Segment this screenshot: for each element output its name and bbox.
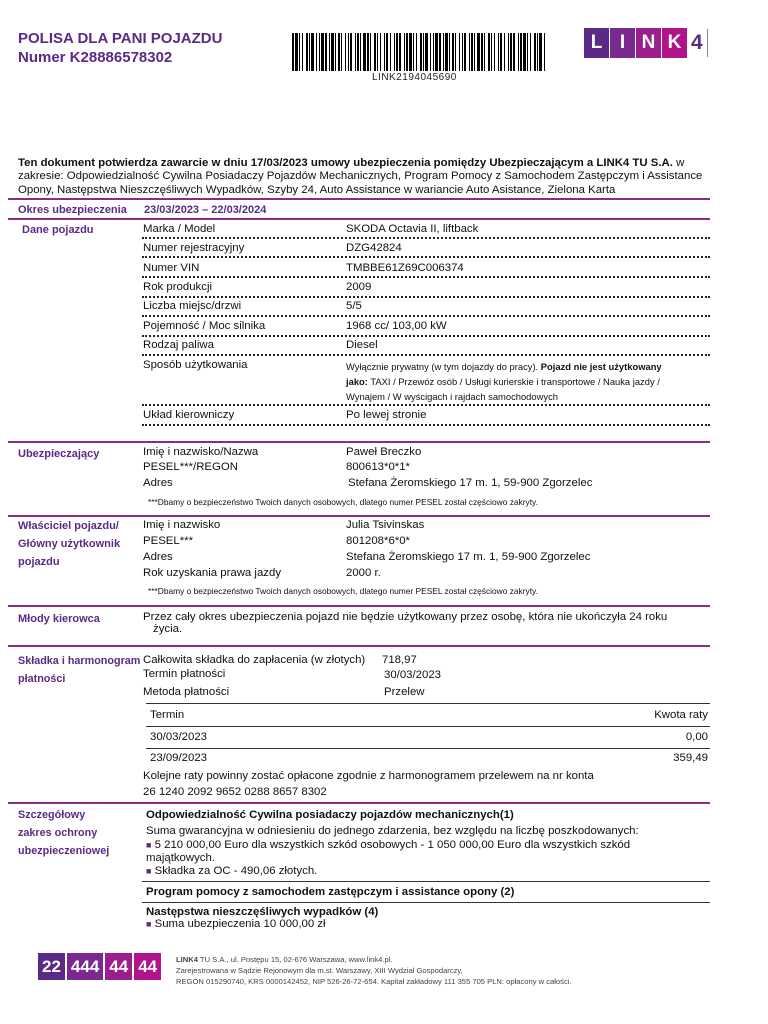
- barcode-bar: [348, 33, 349, 71]
- col-term-header: Termin: [150, 709, 185, 721]
- dotted-separator: [142, 354, 710, 356]
- barcode-bar: [404, 33, 405, 71]
- scope-label-line: Szczegółowy: [18, 809, 86, 821]
- dotted-separator: [142, 404, 710, 406]
- dotted-separator: [142, 335, 710, 337]
- divider: [8, 802, 710, 804]
- hotline-part: 22: [38, 953, 65, 980]
- vehicle-key: Liczba miejsc/drzwi: [143, 300, 242, 312]
- bullet-icon: ■: [146, 840, 152, 850]
- barcode-bar: [471, 33, 473, 71]
- barcode-bar: [306, 33, 308, 71]
- vehicle-value: 1968 cc/ 103,00 kW: [346, 320, 447, 332]
- oc-bullet-text: 5 210 000,00 Euro dla wszystkich szkód osobowych - 1 050 000,00 Euro dla wszystkich szkód: [154, 839, 631, 851]
- insurer-key: Imię i nazwisko/Nazwa: [143, 446, 259, 458]
- usage-value: [346, 359, 706, 404]
- usage-text: Wyłącznie prywatny (w tym dojazdy do pracy).: [346, 361, 541, 372]
- vehicle-value: Diesel: [346, 339, 378, 351]
- table-rule: [146, 726, 710, 727]
- barcode-bar: [309, 33, 310, 71]
- barcode-bar: [370, 33, 371, 71]
- barcode-bar: [355, 33, 356, 71]
- divider: [8, 198, 710, 200]
- policy-title: POLISA DLA PANI POJAZDU: [18, 30, 223, 47]
- barcode-bar: [329, 33, 330, 71]
- company-registry: Zarejestrowana w Sądzie Rejonowym dla m.st. Warszawy, XIII Wydział Gospodarczy,: [176, 966, 463, 975]
- owner-value: Julia Tsivinskas: [346, 519, 425, 531]
- barcode-bar: [537, 33, 538, 71]
- insurer-value: 800613*0*1*: [346, 461, 410, 473]
- usage-text: TAXI / Przewóz osób / Usługi kurierskie i transportowe / Nauka jazdy /: [367, 376, 660, 387]
- barcode-bar: [439, 33, 441, 71]
- barcode-bar: [319, 33, 320, 71]
- barcode-bar: [498, 33, 499, 71]
- divider: [8, 645, 710, 647]
- oc-bullet-text: Składka za OC - 490,06 złotych.: [154, 865, 318, 877]
- barcode-bar: [435, 33, 438, 71]
- barcode-bar: [384, 33, 385, 71]
- total-key: Całkowita składka do zapłacenia (w złotych): [143, 654, 366, 666]
- owner-label-line: pojazdu: [18, 556, 60, 568]
- young-driver-text: [143, 611, 667, 635]
- barcode-bar: [484, 33, 485, 71]
- barcode-bar: [394, 33, 395, 71]
- vehicle-key: Pojemność / Moc silnika: [143, 320, 266, 332]
- installment-amount: 359,49: [673, 752, 708, 764]
- term-value: 30/03/2023: [384, 669, 442, 681]
- barcode-bar: [396, 33, 398, 71]
- owner-value: Stefana Żeromskiego 17 m. 1, 59-900 Zgorzelec: [346, 551, 591, 563]
- barcode-bar: [399, 33, 401, 71]
- okres-value: 23/03/2023 – 22/03/2024: [144, 204, 267, 216]
- scope-label: [18, 806, 109, 860]
- barcode-bar: [430, 33, 431, 71]
- barcode-bar: [350, 33, 352, 71]
- dotted-separator: [142, 424, 710, 426]
- insurer-label: Ubezpieczający: [18, 448, 100, 460]
- owner-key: PESEL***: [143, 535, 194, 547]
- pesel-note: ***Dbamy o bezpieczeństwo Twoich danych osobowych, dlatego numer PESEL został częściowo zakryty.: [148, 497, 538, 507]
- barcode-bar: [462, 33, 463, 71]
- barcode-bar: [316, 33, 317, 71]
- logo-divider: [707, 29, 708, 57]
- barcode-bar: [386, 33, 388, 71]
- nnw-title: Następstwa nieszczęśliwych wypadków (4): [146, 906, 379, 918]
- company-address: TU S.A., ul. Postępu 15, 02-676 Warszawa, www.link4.pl.: [197, 955, 393, 964]
- account-number: 26 1240 2092 9652 0288 8657 8302: [143, 786, 327, 798]
- method-key: Metoda płatności: [143, 686, 230, 698]
- barcode-bar: [302, 33, 303, 71]
- vehicle-key: Marka / Model: [143, 223, 216, 235]
- pesel-note: ***Dbamy o bezpieczeństwo Twoich danych osobowych, dlatego numer PESEL został częściowo zakryty.: [148, 586, 538, 596]
- vehicle-key: Rok produkcji: [143, 281, 213, 293]
- barcode-bar: [469, 33, 470, 71]
- method-value: Przelew: [384, 686, 425, 698]
- insurer-value: Stefana Żeromskiego 17 m. 1, 59-900 Zgorzelec: [348, 477, 593, 489]
- vehicle-key: Numer VIN: [143, 262, 200, 274]
- owner-label: [18, 517, 120, 571]
- company-ids: REGON 015290740, KRS 0000142452, NIP 526-26-72-654. Kapitał zakładowy 111 355 705 PLN: opłacony w całości.: [176, 977, 572, 986]
- owner-key: Imię i nazwisko: [143, 519, 221, 531]
- steering-value: Po lewej stronie: [346, 409, 427, 421]
- dotted-separator: [142, 256, 710, 258]
- hotline-part: 444: [67, 953, 103, 980]
- barcode-bar: [363, 33, 366, 71]
- barcode-bar: [374, 33, 376, 71]
- intro-rest: w zakresie: Odpowiedzialność Cywilna Posiadaczy Pojazdów Mechanicznych, Program Pomocy z Samochodem Zastępczym i Assistance Opony, Następstwa Nieszczęśliwych Wypadków, Szyby 24, Auto Assistance w wariancie Auto Asistance, Zielona Karta: [18, 157, 703, 196]
- barcode-bar: [321, 33, 324, 71]
- barcode-bar: [508, 33, 509, 71]
- vehicle-value: SKODA Octavia II, liftback: [346, 223, 479, 235]
- barcode-bar: [338, 33, 340, 71]
- premium-label-line: Składka i harmonogram: [18, 655, 141, 667]
- col-amount-header: Kwota raty: [654, 709, 708, 721]
- total-value: 718,97: [382, 654, 417, 666]
- barcode-bar: [360, 33, 361, 71]
- barcode-bar: [500, 33, 502, 71]
- barcode-bar: [425, 33, 428, 71]
- owner-value: 801208*6*0*: [346, 535, 410, 547]
- barcode-bar: [299, 33, 300, 71]
- hotline-part: 44: [105, 953, 132, 980]
- barcode-bar: [413, 33, 414, 71]
- barcode-bar: [409, 33, 412, 71]
- transfer-note: Kolejne raty powinny zostać opłacone zgodnie z harmonogramem przelewem na nr konta: [143, 770, 594, 782]
- young-driver-label: Młody kierowca: [18, 613, 100, 625]
- usage-bold: jako:: [346, 376, 368, 387]
- barcode-bar: [445, 33, 448, 71]
- company-name: LINK4: [176, 955, 198, 964]
- vehicle-key: Rodzaj paliwa: [143, 339, 214, 351]
- vehicle-key: Numer rejestracyjny: [143, 242, 245, 254]
- vehicle-value: 5/5: [346, 300, 362, 312]
- barcode-bar: [406, 33, 408, 71]
- barcode-bar: [530, 33, 531, 71]
- okres-label: Okres ubezpieczenia: [18, 204, 127, 216]
- barcode-bar: [420, 33, 422, 71]
- section-rule: [142, 881, 710, 882]
- barcode-bar: [510, 33, 512, 71]
- logo-letter-l: L: [584, 28, 609, 58]
- barcode-bar: [423, 33, 424, 71]
- intro-bold: Ten dokument potwierdza zawarcie w dniu 17/03/2023 umowy ubezpieczenia pomiędzy Ubezpieczającym a LINK4 TU S.A.: [18, 157, 673, 169]
- hotline-number: [38, 953, 161, 980]
- barcode-bar: [504, 33, 505, 71]
- barcode-bar: [367, 33, 369, 71]
- barcode-bar: [341, 33, 342, 71]
- bullet-icon: ■: [146, 866, 152, 876]
- logo-letter-n: N: [636, 28, 661, 58]
- barcode-bar: [345, 33, 346, 71]
- barcode-bar: [325, 33, 327, 71]
- barcode-text: LINK2194045690: [372, 72, 457, 83]
- installment-amount: 0,00: [685, 731, 708, 743]
- steering-key: Układ kierowniczy: [143, 409, 235, 421]
- logo-digit: 4: [691, 31, 703, 54]
- divider: [8, 441, 710, 443]
- oc-bullet-text: majątkowych.: [146, 852, 216, 864]
- installment-date: 30/03/2023: [150, 731, 208, 743]
- barcode-bar: [518, 33, 519, 71]
- section-rule: [142, 902, 710, 903]
- intro-paragraph: [18, 157, 708, 197]
- company-info: [176, 954, 572, 987]
- barcode-bar: [488, 33, 490, 71]
- barcode-bar: [295, 33, 298, 71]
- table-rule: [146, 703, 710, 704]
- barcode-bar: [357, 33, 359, 71]
- barcode-bar: [494, 33, 495, 71]
- owner-label-line: Właściciel pojazdu/: [18, 520, 119, 532]
- oc-bullet-1: [146, 839, 686, 878]
- assistance-title: Program pomocy z samochodem zastępczym i assistance opony (2): [146, 886, 515, 898]
- installment-date: 23/09/2023: [150, 752, 208, 764]
- barcode-bar: [452, 33, 454, 71]
- table-rule: [146, 748, 710, 749]
- barcode-bar: [416, 33, 417, 71]
- policy-number: Numer K28886578302: [18, 49, 173, 66]
- barcode-bar: [377, 33, 378, 71]
- owner-value: 2000 r.: [346, 567, 381, 579]
- barcode-bar: [491, 33, 492, 71]
- hotline-part: 44: [134, 953, 161, 980]
- barcode-bar: [433, 33, 434, 71]
- barcode-bar: [481, 33, 483, 71]
- nnw-bullet: [146, 918, 326, 930]
- usage-text: Wynajem / W wyścigach i rajdach samochodowych: [346, 391, 558, 402]
- barcode-bar: [455, 33, 456, 71]
- nnw-bullet-text: Suma ubezpieczenia 10 000,00 zł: [154, 918, 326, 930]
- barcode-bar: [464, 33, 466, 71]
- owner-label-line: Główny użytkownik: [18, 538, 121, 550]
- insurer-key: PESEL***/REGON: [143, 461, 238, 473]
- dotted-separator: [142, 276, 710, 278]
- oc-title: Odpowiedzialność Cywilna posiadaczy pojazdów mechanicznych(1): [146, 809, 514, 821]
- bullet-icon: ■: [146, 919, 152, 929]
- barcode-bar: [544, 33, 545, 71]
- young-driver-line: życia.: [153, 623, 183, 635]
- scope-label-line: ubezpieczeniowej: [18, 845, 110, 857]
- dotted-separator: [142, 237, 710, 239]
- barcode-bar: [292, 33, 294, 71]
- barcode-bar: [477, 33, 480, 71]
- barcode-bar: [335, 33, 336, 71]
- barcode-bar: [459, 33, 460, 71]
- term-key: Termin płatności: [143, 668, 226, 680]
- link4-logo: [584, 28, 708, 58]
- young-driver-line: Przez cały okres ubezpieczenia pojazd nie będzie użytkowany przez osobę, która nie ukończyła 24 roku: [143, 611, 668, 623]
- usage-bold: Pojazd nie jest użytkowany: [540, 361, 662, 372]
- barcode-bar: [474, 33, 475, 71]
- barcode-bar: [311, 33, 314, 71]
- insurer-key: Adres: [143, 477, 173, 489]
- dotted-separator: [142, 296, 710, 298]
- barcode-bar: [380, 33, 381, 71]
- owner-key: Adres: [143, 551, 173, 563]
- barcode-bar: [520, 33, 522, 71]
- barcode-bar: [534, 33, 536, 71]
- barcode-bar: [390, 33, 391, 71]
- barcode: [290, 33, 548, 75]
- premium-label: [18, 652, 140, 688]
- barcode-bar: [539, 33, 542, 71]
- divider: [8, 218, 710, 220]
- vehicle-value: DZG42824: [346, 242, 402, 254]
- logo-letter-i: I: [610, 28, 635, 58]
- vehicle-value: 2009: [346, 281, 372, 293]
- usage-key: Sposób użytkowania: [143, 359, 248, 371]
- barcode-bar: [513, 33, 515, 71]
- logo-letter-k: K: [662, 28, 687, 58]
- dotted-separator: [142, 315, 710, 317]
- oc-text: Suma gwarancyjna w odniesieniu do jednego zdarzenia, bez względu na liczbę poszkodowanych:: [146, 825, 639, 837]
- vehicle-label: Dane pojazdu: [22, 224, 94, 236]
- insurer-value: Paweł Breczko: [346, 446, 422, 458]
- barcode-bar: [523, 33, 526, 71]
- barcode-bar: [527, 33, 528, 71]
- vehicle-value: TMBBE61Z69C006374: [346, 262, 464, 274]
- barcode-bar: [449, 33, 450, 71]
- barcode-bar: [443, 33, 444, 71]
- scope-label-line: zakres ochrony: [18, 827, 98, 839]
- barcode-bar: [331, 33, 334, 71]
- premium-label-line: płatności: [18, 673, 66, 685]
- divider: [8, 605, 710, 607]
- owner-key: Rok uzyskania prawa jazdy: [143, 567, 282, 579]
